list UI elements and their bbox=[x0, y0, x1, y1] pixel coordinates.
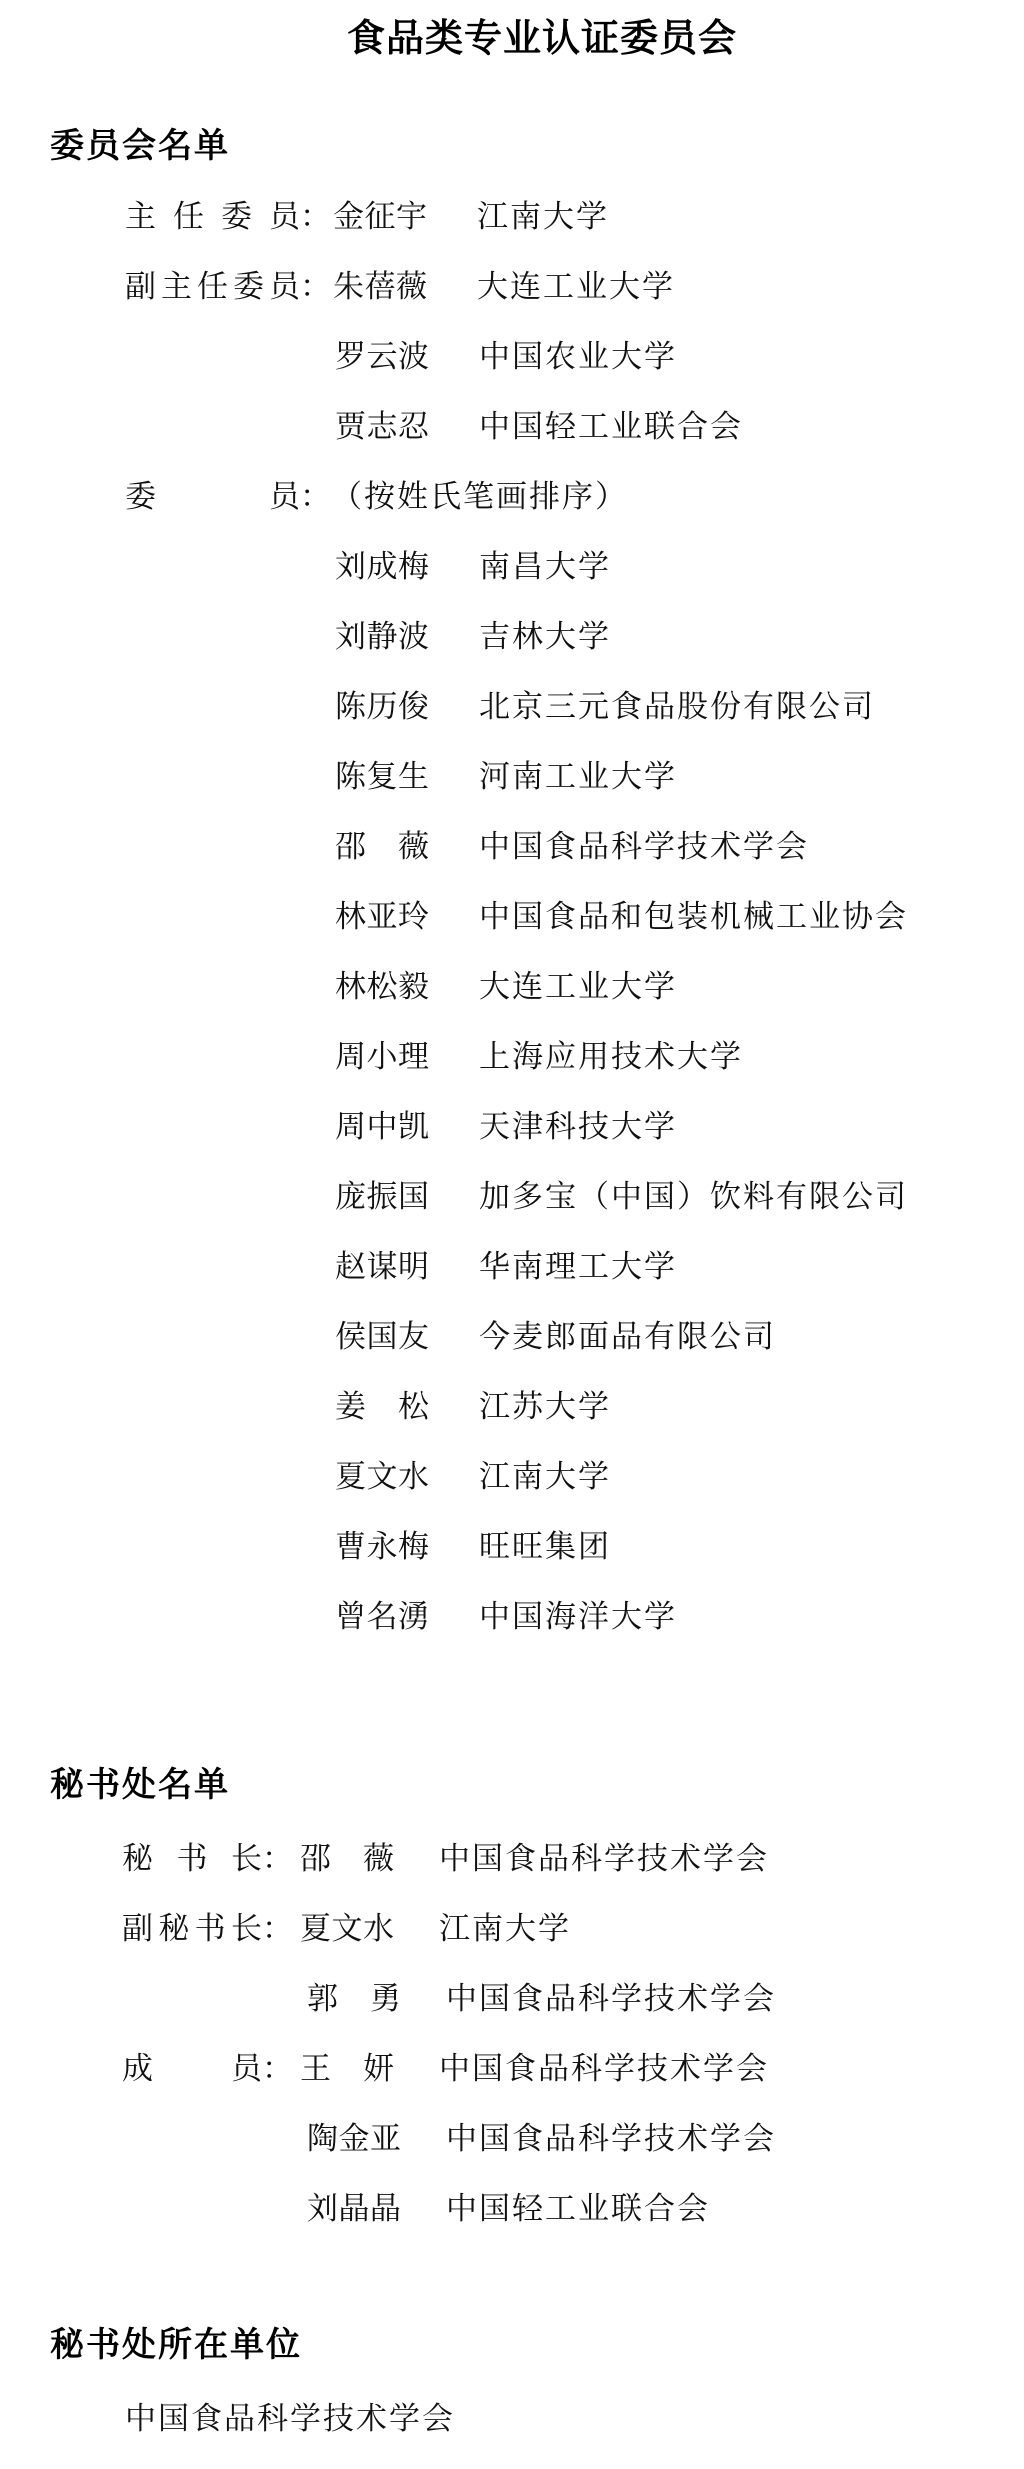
colon-separator: ： bbox=[262, 1910, 293, 1946]
role-label: 成员 bbox=[122, 2050, 262, 2086]
colon-separator: ： bbox=[262, 2050, 293, 2086]
organization-name: 江南大学 bbox=[479, 1458, 611, 1494]
person-name: 曾名湧 bbox=[335, 1598, 429, 1634]
section-heading-committee: 委员会名单 bbox=[50, 127, 230, 165]
host-unit-name: 中国食品科学技术学会 bbox=[125, 2400, 455, 2436]
roster-row bbox=[0, 178, 1024, 248]
roster-row bbox=[0, 878, 1024, 948]
organization-name: 江南大学 bbox=[477, 198, 609, 234]
organization-name: 中国食品科学技术学会 bbox=[446, 1980, 776, 2016]
colon-separator: ： bbox=[262, 1840, 293, 1876]
person-name: 庞振国 bbox=[335, 1178, 429, 1214]
section-heading-secretariat: 秘书处名单 bbox=[50, 1766, 230, 1804]
roster-row bbox=[0, 598, 1024, 668]
roster-row bbox=[0, 1960, 1024, 2030]
colon-separator: ： bbox=[300, 478, 331, 514]
organization-name: 加多宝（中国）饮料有限公司 bbox=[479, 1178, 908, 1214]
person-name: 曹永梅 bbox=[335, 1528, 429, 1564]
secretariat-list bbox=[0, 1820, 1024, 2240]
person-name: 林松毅 bbox=[335, 968, 429, 1004]
person-name: 郭勇 bbox=[307, 1980, 401, 2016]
organization-name: 中国食品和包装机械工业协会 bbox=[479, 898, 908, 934]
role-label: 委员 bbox=[125, 478, 300, 514]
role-label: 主任委员 bbox=[125, 198, 300, 234]
person-name: 陈历俊 bbox=[335, 688, 429, 724]
roster-row bbox=[0, 1088, 1024, 1158]
colon-separator: ： bbox=[300, 198, 331, 234]
roster-row bbox=[0, 1228, 1024, 1298]
roster-row bbox=[0, 1298, 1024, 1368]
roster-row bbox=[0, 388, 1024, 458]
committee-list bbox=[0, 178, 1024, 1648]
role-label: 副主任委员 bbox=[125, 268, 300, 304]
role-label: 秘书长 bbox=[122, 1840, 262, 1876]
role-label: 副秘书长 bbox=[122, 1910, 262, 1946]
roster-row bbox=[0, 318, 1024, 388]
roster-row bbox=[0, 948, 1024, 1018]
person-name: 邵薇 bbox=[300, 1840, 394, 1876]
organization-name: 河南工业大学 bbox=[479, 758, 677, 794]
roster-row bbox=[0, 528, 1024, 598]
organization-name: 大连工业大学 bbox=[479, 968, 677, 1004]
person-name: 刘成梅 bbox=[335, 548, 429, 584]
organization-name: 旺旺集团 bbox=[479, 1528, 611, 1564]
person-name: 侯国友 bbox=[335, 1318, 429, 1354]
person-name: 罗云波 bbox=[335, 338, 429, 374]
organization-name: 吉林大学 bbox=[479, 618, 611, 654]
organization-name: 中国海洋大学 bbox=[479, 1598, 677, 1634]
section-heading-host-unit: 秘书处所在单位 bbox=[50, 2326, 302, 2364]
person-name: 刘静波 bbox=[335, 618, 429, 654]
person-name: 周小理 bbox=[335, 1038, 429, 1074]
page-title: 食品类专业认证委员会 bbox=[346, 18, 737, 60]
colon-separator: ： bbox=[300, 268, 331, 304]
organization-name: 南昌大学 bbox=[479, 548, 611, 584]
person-name: 邵薇 bbox=[335, 828, 429, 864]
person-name: 金征宇 bbox=[333, 198, 427, 234]
organization-name: 中国食品科学技术学会 bbox=[446, 2120, 776, 2156]
organization-name: 中国轻工业联合会 bbox=[479, 408, 743, 444]
roster-row bbox=[0, 1158, 1024, 1228]
organization-name: 江南大学 bbox=[439, 1910, 571, 1946]
roster-row bbox=[0, 1438, 1024, 1508]
host-unit-row bbox=[0, 2380, 1024, 2450]
organization-name: 大连工业大学 bbox=[477, 268, 675, 304]
organization-name: 中国食品科学技术学会 bbox=[439, 1840, 769, 1876]
roster-row bbox=[0, 2030, 1024, 2100]
roster-row bbox=[0, 668, 1024, 738]
person-name: 夏文水 bbox=[300, 1910, 394, 1946]
person-name: 贾志忍 bbox=[335, 408, 429, 444]
roster-row bbox=[0, 1018, 1024, 1088]
organization-name: 中国农业大学 bbox=[479, 338, 677, 374]
roster-row bbox=[0, 738, 1024, 808]
organization-name: 华南理工大学 bbox=[479, 1248, 677, 1284]
person-name: 朱蓓薇 bbox=[333, 268, 427, 304]
organization-name: 上海应用技术大学 bbox=[479, 1038, 743, 1074]
roster-row bbox=[0, 808, 1024, 878]
roster-row bbox=[0, 458, 1024, 528]
organization-name: 中国轻工业联合会 bbox=[446, 2190, 710, 2226]
organization-name: 江苏大学 bbox=[479, 1388, 611, 1424]
roster-row bbox=[0, 248, 1024, 318]
roster-row bbox=[0, 2170, 1024, 2240]
person-name: 陈复生 bbox=[335, 758, 429, 794]
person-name: 周中凯 bbox=[335, 1108, 429, 1144]
roster-row bbox=[0, 1890, 1024, 1960]
roster-row bbox=[0, 1368, 1024, 1438]
person-name: 夏文水 bbox=[335, 1458, 429, 1494]
roster-row bbox=[0, 1578, 1024, 1648]
person-name: 刘晶晶 bbox=[307, 2190, 401, 2226]
roster-row bbox=[0, 1820, 1024, 1890]
person-name: 赵谋明 bbox=[335, 1248, 429, 1284]
person-name: 陶金亚 bbox=[307, 2120, 401, 2156]
organization-name: 今麦郎面品有限公司 bbox=[479, 1318, 776, 1354]
person-name: 姜松 bbox=[335, 1388, 429, 1424]
document-page bbox=[0, 14, 1024, 2469]
person-name: 王妍 bbox=[300, 2050, 394, 2086]
organization-name: 中国食品科学技术学会 bbox=[439, 2050, 769, 2086]
organization-name: 北京三元食品股份有限公司 bbox=[479, 688, 875, 724]
sort-order-note: （按姓氏笔画排序） bbox=[331, 478, 628, 514]
roster-row bbox=[0, 1508, 1024, 1578]
person-name: 林亚玲 bbox=[335, 898, 429, 934]
organization-name: 天津科技大学 bbox=[479, 1108, 677, 1144]
organization-name: 中国食品科学技术学会 bbox=[479, 828, 809, 864]
roster-row bbox=[0, 2100, 1024, 2170]
